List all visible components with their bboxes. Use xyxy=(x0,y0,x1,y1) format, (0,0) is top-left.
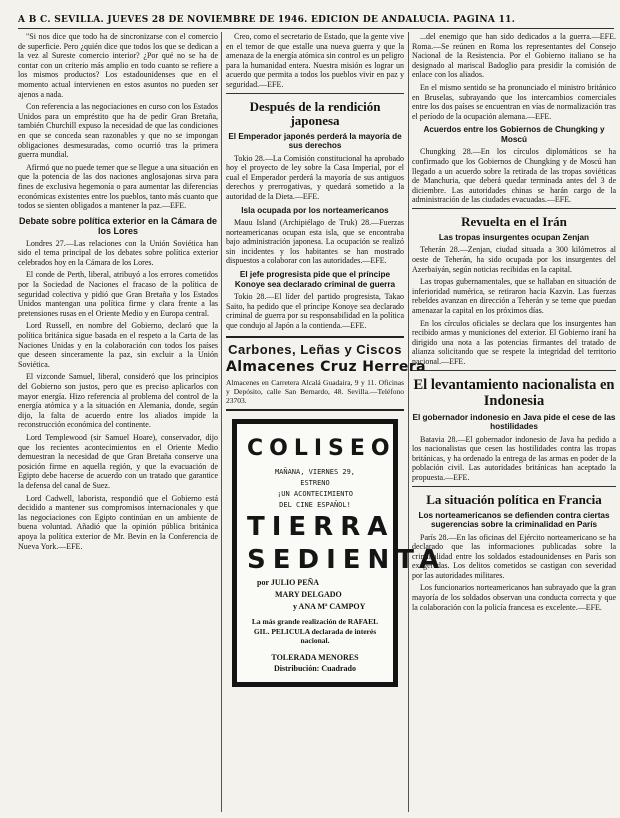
headline-indonesia: El levantamiento nacionalista en Indonesia xyxy=(413,376,615,409)
article-paragraph: París 28.—En las oficinas del Ejército norteamericano se ha declarado que las informaciones publicadas sobre la criminalidad entre los soldados estadounidenses en París son exageradas. Los delitos cometidos se castigan con severidad por las autoridades militares. xyxy=(412,532,616,580)
section-divider xyxy=(412,208,616,209)
article-paragraph: ...del enemigo que han sido dedicados a la guerra.—EFE. Roma.—Se reúnen en Roma los representantes del Consejo Nacional de la Resistencia. Por el Gobierno italiano se ha designado al mariscal Badoglio para presidir la comisión de enlace con los aliados. xyxy=(412,32,616,80)
cast-member: y ANA Mª CAMPOY xyxy=(293,602,366,612)
article-paragraph: Mauu Island (Archipiélago de Truk) 28.—Fuerzas norteamericanas ocupan esta isla, que se encontraba bajo administración japonesa. La ocupación se realizó sin incidentes y los habitantes se han mostrado dispuestos a colaborar con las autoridades.—EFE. xyxy=(226,218,404,266)
article-paragraph: Con referencia a las negociaciones en curso con los Estados Unidos para un empréstito que ha de pedir Gran Bretaña, también Churchill expuso la necesidad de que las condiciones en que se conceda sean razonables y que no se impongan obligaciones desmesuradas, como ocurrió tras la primera guerra mundial. xyxy=(18,102,218,160)
article-paragraph: Lord Russell, en nombre del Gobierno, declaró que la política británica sigue basada en el respeto a la Carta de las Naciones Unidas y en la colaboración con todos los países que deseen sinceramente la paz, sin excluir a la Unión Soviética. xyxy=(18,321,218,369)
subheadline-java: El gobernador indonesio en Java pide el cese de las hostilidades xyxy=(412,412,616,432)
article-paragraph: Tokio 28.—El líder del partido progresista, Takao Saito, ha pedido que el príncipe Konoye sea declarado criminal de guerra por su responsabilidad en la política que condujo al Japón a la contienda.—EFE. xyxy=(226,292,404,330)
article-paragraph: Teherán 28.—Zenjan, ciudad situada a 300 kilómetros al oeste de Teherán, ha sido ocupada por los insurgentes del Azerbaiyán, según noticias recibidas en la capital. xyxy=(412,245,616,274)
column-middle xyxy=(226,32,447,814)
subheadline-zenjan: Las tropas insurgentes ocupan Zenjan xyxy=(438,232,590,242)
subheadline-paris: Los norteamericanos se defienden contra ciertas sugerencias sobre la criminalidad en París xyxy=(418,510,610,529)
headline-francia: La situación política en Francia xyxy=(426,491,602,507)
article-paragraph: En el mismo sentido se ha pronunciado el ministro británico en Bruselas, subrayando que los intercambios comerciales entre los dos países se encuentran en vías de normalización tras el período de la ocupación alemana.—EFE. xyxy=(412,82,616,121)
column-left xyxy=(18,32,218,814)
article-paragraph: Afirmó que no puede temer que se llegue a una situación en que la potencia de las dos naciones anglosajonas sirva para fines de exclusiva hegemonía o para aumentar las diferencias económicas existentes entre los pueblos, tanto más cuanto que todos se sienten obligados a mantener la paz.—EFE. xyxy=(18,162,218,211)
article-paragraph: Chungking 28.—En los círculos diplomáticos se ha confirmado que los Gobiernos de Chungking y de Moscú han llegado a un acuerdo sobre la retirada de las tropas soviéticas de Manchuria, que deberá quedar terminada antes del 3 de diciembre. Las autoridades chinas se harán cargo de la administración de las ciudades evacuadas.—EFE. xyxy=(412,147,616,205)
section-divider xyxy=(412,486,616,487)
article-paragraph: El conde de Perth, liberal, atribuyó a los errores cometidos por la Sociedad de Naciones el fracaso de la política de seguridad colectiva y pidió que Gran Bretaña y los Estados Unidos mantengan una política firme y clara frente a las pretensiones rusas en el Oriente Medio y en Europa central. xyxy=(18,270,218,318)
headline-debate-lores: Debate sobre política exterior en la Cámara de los Lores xyxy=(18,215,218,236)
film-cast xyxy=(247,577,383,613)
article-paragraph: Las tropas gubernamentales, que se hallaban en situación de inferioridad numérica, se retiraron hacia Kazvin. Las fuerzas rebeldes avanzan en dirección a Teherán y se teme que puedan amenazar la capital en los próximos días. xyxy=(412,277,616,315)
film-note: La más grande realización de RAFAEL GIL. PELICULA declarada de interés nacional. xyxy=(251,617,379,646)
cast-member: por JULIO PEÑA xyxy=(257,578,320,588)
ad-address: Almacenes en Carretera Alcalá Guadaira, 9 y 11. Oficinas y Depósito, calle San Bernardo, 48. Sevilla.—Teléfono 23703. xyxy=(226,378,404,406)
headline-revuelta-iran: Revuelta en el Irán xyxy=(461,213,567,229)
ad-heading: Carbones, Leñas y Ciscos xyxy=(228,342,402,358)
article-paragraph: Tokio 28.—La Comisión constitucional ha aprobado hoy el proyecto de ley sobre la Casa Imperial, por el cual el Emperador perderá la mayoría de sus antiguos derechos y prerrogativas, y quedará sometido a la autoridad de la Dieta.—EFE. xyxy=(226,153,404,201)
subheadline-konoye: El jefe progresista pide que el príncipe Konoye sea declarado criminal de guerra xyxy=(234,270,396,289)
ad-line: MAÑANA, VIERNES 29, xyxy=(274,468,356,477)
ad-business-name: Almacenes Cruz Herrera xyxy=(226,359,426,376)
ad-line: ESTRENO xyxy=(300,479,330,488)
article-paragraph: "Si nos dice que todo ha de sincronizarse con el comercio de superficie. Pero ¿quién dice que todos los que se dedican a la vez al Sureste comercio interior? ¿Por qué no se ha de contar con un criterio más amplio en todo cuanto se refiere a los mismos productos? Los estadounidenses que en el momento actual intervienen en estos asuntos no pueden ser ajenos a nada. xyxy=(18,32,218,99)
subheadline-emperador: El Emperador japonés perderá la mayoría de sus derechos xyxy=(228,131,402,151)
film-title: TIERRA xyxy=(247,512,395,543)
headline-rendicion-japonesa: Después de la rendición japonesa xyxy=(249,98,381,128)
ad-line: DEL CINE ESPAÑOL! xyxy=(279,501,351,510)
subheadline-chungking-moscu: Acuerdos entre los Gobiernos de Chungking y Moscú xyxy=(423,125,605,144)
film-rating: TOLERADA MENORES xyxy=(271,652,359,662)
article-paragraph: Batavia 28.—El gobernador indonesio de Java ha pedido a los nacionalistas que cesen las hostilidades contra las tropas británicas, y ha ordenado la entrega de las armas en poder de la población civil. Las autoridades británicas han aceptado la propuesta.—EFE. xyxy=(412,434,616,482)
section-divider xyxy=(412,370,616,371)
article-paragraph: Lord Templewood (sir Samuel Hoare), conservador, dijo que los recientes acontecimientos en el Oriente Medio demuestran la necesidad de que Gran Bretaña conserve una posición firme en aquella región, y que la evacuación de Egipto debe hacerse de acuerdo con un tratado que garantice la defensa del canal de Suez. xyxy=(18,432,218,490)
masthead: A B C. SEVILLA. JUEVES 28 DE NOVIEMBRE DE 1946. EDICION DE ANDALUCIA. PAGINA 11. xyxy=(18,14,614,29)
ad-line: ¡UN ACONTECIMIENTO xyxy=(277,490,353,499)
column-rule xyxy=(221,32,222,812)
article-paragraph: En los círculos oficiales se declara que los insurgentes han recibido armas y municiones del exterior. El Gobierno iraní ha dirigido una nota a las potencias firmantes del tratado de alianza solicitando que se respete la integridad del territorio nacional.—EFE. xyxy=(412,318,616,366)
cast-member: MARY DELGADO xyxy=(275,590,342,600)
article-paragraph: Londres 27.—Las relaciones con la Unión Soviética han sido el tema principal de los debates sobre política exterior celebrados hoy en la Cámara de los Lores. xyxy=(18,238,218,267)
column-right xyxy=(412,32,616,814)
article-paragraph: Los funcionarios norteamericanos han subrayado que la gran mayoría de los soldados observan una conducta correcta y que la colaboración con la policía francesa es excelente.—EFE. xyxy=(412,583,616,612)
subheadline-isla-ocupada: Isla ocupada por los norteamericanos xyxy=(241,205,389,215)
advertisement-coliseo xyxy=(232,419,447,687)
film-distribution: Distribución: Cuadrado xyxy=(273,663,356,673)
article-paragraph: El vizconde Samuel, liberal, consideró que los principios del Gobierno son justos, pero que es preciso aplicarlos con mayor energía. Hizo referencia al problema del control de la energía atómica y a la situación en Alemania, donde, según dijo, la falta de acuerdo entre los aliados impide la reconstrucción económica del continente. xyxy=(18,372,218,430)
section-divider xyxy=(226,93,404,94)
article-paragraph: Lord Cadwell, laborista, respondió que el Gobierno está decidido a mantener sus compromisos internacionales y que las negociaciones con Egipto continúan en un ambiente de buena voluntad. Añadió que la opinión pública británica apoya la política exterior de Mr. Bevin en la Conferencia de Nueva York.—EFE. xyxy=(18,493,218,551)
column-rule xyxy=(408,32,409,812)
article-paragraph: Creo, como el secretario de Estado, que la gente vive en el temor de que estalle una nueva guerra y que la amenaza de la energía atómica sin control es un peligro para la humanidad entera. Nuestra misión es lograr un acuerdo que permita a todos los pueblos vivir en paz y seguridad.—EFE. xyxy=(226,32,404,89)
film-title: SEDIENTA xyxy=(247,545,447,576)
advertisement-carbones xyxy=(226,336,426,411)
cinema-name: COLISEO xyxy=(247,436,396,462)
